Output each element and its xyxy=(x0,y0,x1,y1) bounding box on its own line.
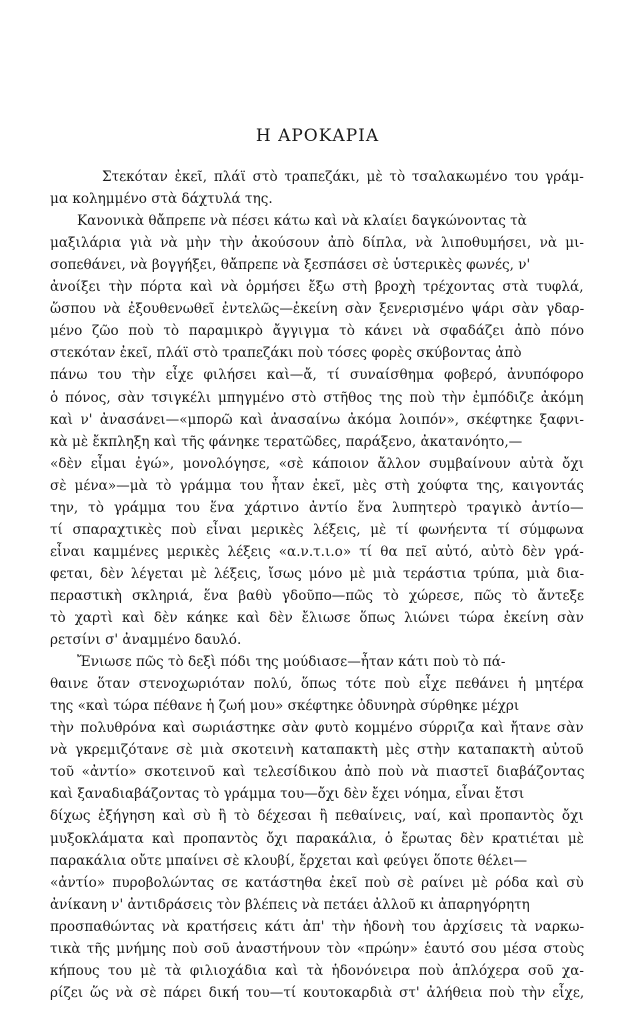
text-line: δίχως ἐξήγηση καὶ σὺ ἢ τὸ δέχεσαι ἢ πεθαίνεις, ναί, καὶ προπαντὸς ὄχι xyxy=(50,808,584,825)
text-line: Στεκόταν ἐκεῖ, πλάϊ στὸ τραπεζάκι, μὲ τὸ τσαλακωμένο του γράμ- xyxy=(102,169,584,185)
text-line: πάνω του τὴν εἶχε φιλήσει καὶ—ἄ, τί συναίσθημα φοβερό, ἀνυπόφορο xyxy=(50,367,584,384)
text-line: Κανονικὰ θἄπρεπε νὰ πέσει κάτω καὶ νὰ κλαίει δαγκώνοντας τὰ xyxy=(77,213,527,230)
text-line: τικὰ τῆς μνήμης ποὺ σοῦ ἀναστήνουν τὸν «πρώην» ἑαυτό σου μέσα στοὺς xyxy=(50,940,585,957)
text-line: φεται, δὲν λέγεται μὲ λέξεις, ἴσως μόνο μὲ μιὰ τεράστια τρύπα, μιὰ δια- xyxy=(50,565,585,582)
text-line: κήπους του μὲ τὰ φιλιοχάδια καὶ τὰ ἡδονόνειρα ποὺ ἁπλόχερα σοῦ χα- xyxy=(50,962,585,979)
text-line: τὸ χαρτὶ καὶ δὲν κάηκε καὶ δὲν ἔλιωσε ὅπως λιώνει τώρα ἐκείνη σὰν xyxy=(50,610,584,626)
text-line: τοῦ «ἀντίο» σκοτεινοῦ καὶ τελεσίδικου ἀπὸ ποὺ νὰ πιαστεῖ διαβάζοντας xyxy=(50,764,585,781)
text-line: περαστικὴ σκληριά, ἕνα βαθὺ γδοῦπο—πῶς τὸ χώρεσε, πῶς τὸ ἄντεξε xyxy=(50,587,585,604)
text-line: καὶ ξαναδιαβάζοντας τὸ γράμμα του—ὄχι δὲν ἔχει νόημα, εἶναι ἔτσι xyxy=(50,786,525,803)
text-line: παρακάλια οὔτε μπαίνει σὲ κλουβί, ἔρχεται καὶ φεύγει ὅποτε θέλει— xyxy=(50,852,528,869)
text-line: «δὲν εἶμαι ἐγώ», μονολόγησε, «σὲ κάποιον ἄλλον συμβαίνουν αὐτὰ ὄχι xyxy=(50,455,584,472)
text-line: μα κολημμένο στὰ δάχτυλά της. xyxy=(50,191,273,208)
text-line: σοπεθάνει, νὰ βογγήξει, θἄπρεπε νὰ ξεσπάσει σὲ ὑστερικὲς φωνές, ν' xyxy=(50,257,531,274)
text-line: ρετσίνι σ' ἀναμμένο δαυλό. xyxy=(50,632,242,649)
text-line: της «καὶ τώρα πέθανε ἡ ζωή μου» σκέφτηκε ὀδυνηρὰ σύρθηκε μέχρι xyxy=(50,698,520,715)
text-line: μένο ζῶο ποὺ τὸ παραμικρὸ ἄγγιγμα τὸ κάνει νὰ σφαδάζει ἀπὸ πόνο xyxy=(50,323,585,340)
text-line: προσπαθώντας νὰ κρατήσεις κάτι ἀπ' τὴν ἡδονὴ του ἀρχίσεις τὰ ναρκω- xyxy=(50,918,585,935)
text-line: ὁ πόνος, σὰν τσιγκέλι μπηγμένο στὸ στῆθος της ποὺ τὴν ἐμπόδιζε ἀκόμη xyxy=(50,389,584,406)
text-line: ὥσπου νὰ ἐξουθενωθεῖ ἐντελῶς—ἐκείνη σὰν ξενερισμένο ψάρι σὰν γδαρ- xyxy=(50,301,585,318)
text-line: θαινε ὅταν στενοχωριόταν πολύ, ὅπως τότε ποὺ εἶχε πεθάνει ἡ μητέρα xyxy=(50,676,584,693)
text-line: τὴν πολυθρόνα καὶ σωριάστηκε σὰν φυτὸ κομμένο σύρριζα καὶ ἤτανε σὰν xyxy=(50,720,584,737)
page-title: Η ΑΡΟΚΑΡΙΑ xyxy=(255,126,380,146)
text-line: την, τὸ γράμμα του ἕνα χάρτινο ἀντίο ἕνα λυπητερὸ τραγικὸ ἀντίο— xyxy=(50,499,584,516)
text-line: ἀνοίξει τὴν πόρτα καὶ νὰ ὁρμήσει ἔξω στὴ βροχὴ τρέχοντας στὰ τυφλά, xyxy=(50,279,584,296)
text-line: ἀνίκανη ν' ἀντιδράσεις τὸν βλέπεις νὰ πετάει ἀλλοῦ κι ἀπαρηγόρητη xyxy=(50,896,530,913)
text-line: ρίζει ὥς νὰ σὲ πάρει δική του—τί κουτοκαρδιὰ στ' ἀλήθεια ποὺ τὴν εἶχε, xyxy=(50,984,585,1001)
text-line: τί σπαραχτικὲς ποὺ εἶναι μερικὲς λέξεις, μὲ τί φωνήεντα τί σύμφωνα xyxy=(50,521,584,538)
text-line: μυξοκλάματα καὶ προπαντὸς ὄχι παρακάλια, ὁ ἔρωτας δὲν κρατιέται μὲ xyxy=(50,830,584,847)
text-line: «ἀντίο» πυροβολώντας σε κατάστηθα ἐκεῖ ποὺ σὲ ραίνει μὲ ρόδα καὶ σὺ xyxy=(50,874,584,891)
text-line: στεκόταν ἐκεῖ, πλάϊ στὸ τραπεζάκι ποὺ τόσες φορὲς σκύβοντας ἀπὸ xyxy=(50,345,522,362)
text-line: σὲ μένα»—μὰ τὸ γράμμα του ἦταν ἐκεῖ, μὲς στὴ χούφτα της, καιγοντάς xyxy=(50,477,584,494)
text-line: καὶ ν' ἀνασάνει—«μπορῶ καὶ ἀνασαίνω ἀκόμα λοιπόν», σκέφτηκε ξαφνι- xyxy=(50,411,584,428)
text-line: κὰ μὲ ἔκπληξη καὶ τῆς φάνηκε τερατῶδες, παράξενο, ἀκατανόητο,— xyxy=(50,433,523,450)
text-line: μαξιλάρια γιὰ νὰ μὴν τὴν ἀκούσουν ἀπὸ δίπλα, νὰ λιποθυμήσει, νὰ μι- xyxy=(50,235,584,252)
text-line: νὰ γκρεμιζότανε σὲ μιὰ σκοτεινὴ καταπακτὴ μὲς στὴν καταπακτὴ αὐτοῦ xyxy=(50,742,584,759)
text-line: Ἔνιωσε πῶς τὸ δεξὶ πόδι της μούδιασε—ἦταν κάτι ποὺ τὸ πά- xyxy=(77,654,506,671)
text-line: εἶναι καμμένες μερικὲς λέξεις «α.ν.τ.ι.ο» τί θα πεῖ αὐτό, αὐτὸ δὲν γρά- xyxy=(50,543,584,560)
